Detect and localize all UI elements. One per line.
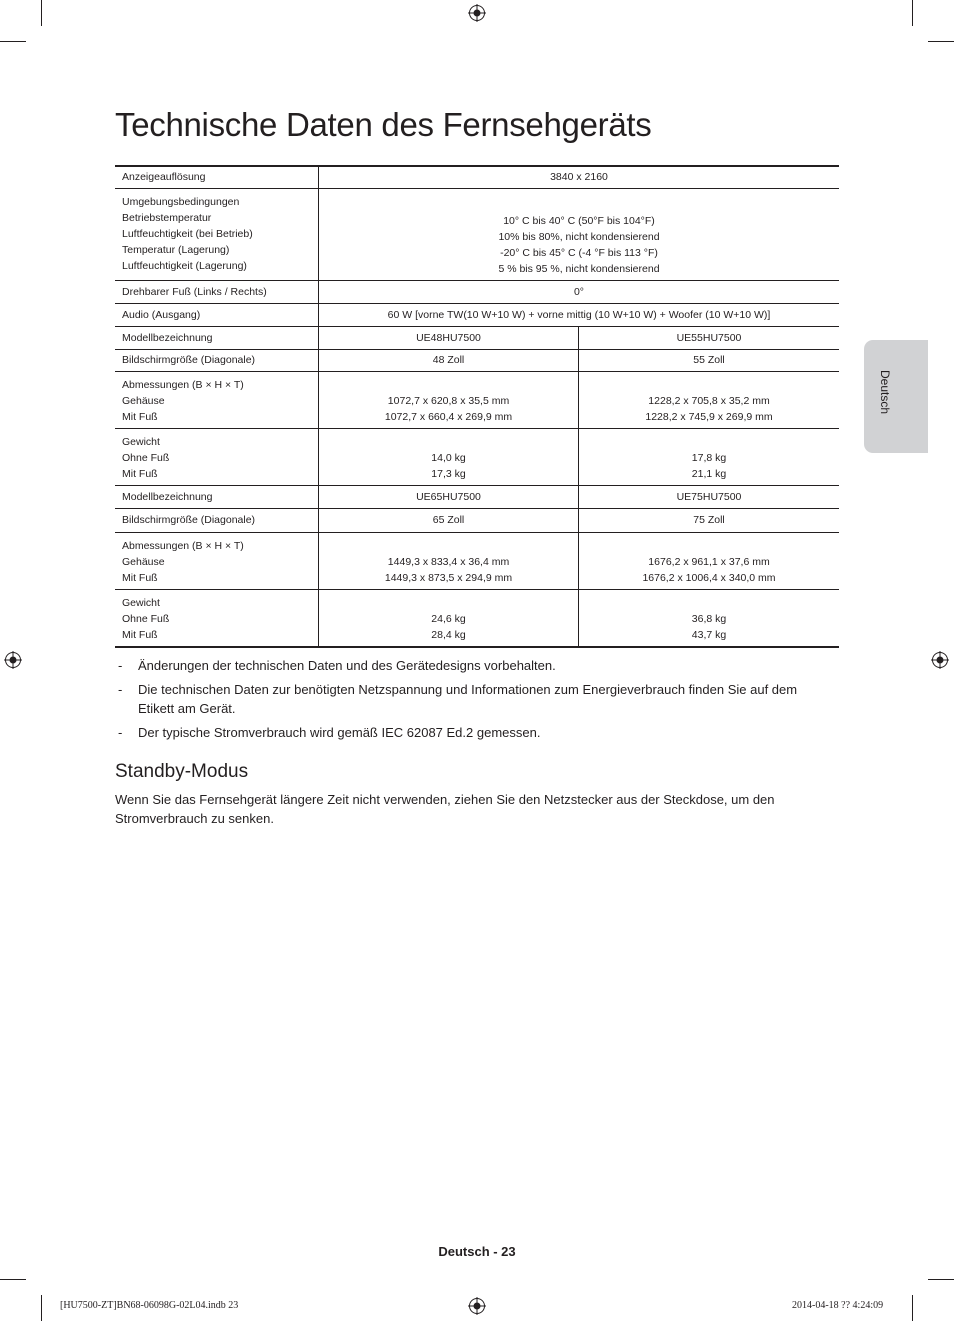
- crop-mark: [912, 1295, 913, 1321]
- crop-mark: [912, 0, 913, 26]
- bullet-dash: -: [118, 658, 123, 673]
- row-label: Modellbezeichnung: [115, 326, 319, 349]
- crop-mark: [928, 41, 954, 42]
- row-value: 14,0 kg 17,3 kg: [319, 428, 579, 485]
- row-label: Umgebungsbedingungen Betriebstemperatur Luftfeuchtigkeit (bei Betrieb) Temperatur (Lagerung) Luftfeuchtigkeit (Lagerung): [115, 188, 319, 280]
- table-row: [115, 485, 839, 508]
- row-value: 24,6 kg 28,4 kg: [319, 589, 579, 647]
- row-value: UE65HU7500: [319, 485, 579, 508]
- row-label: Audio (Ausgang): [115, 303, 319, 326]
- crop-mark: [0, 41, 26, 42]
- section-heading: Standby-Modus: [115, 761, 249, 782]
- row-value: UE75HU7500: [579, 485, 840, 508]
- bullet-dash: -: [118, 682, 123, 697]
- table-row: [115, 349, 839, 371]
- registration-mark-icon: [4, 651, 22, 669]
- row-value: 17,8 kg 21,1 kg: [579, 428, 840, 485]
- list-item: [115, 680, 815, 718]
- notes-list: [115, 656, 815, 747]
- row-value: 1228,2 x 705,8 x 35,2 mm 1228,2 x 745,9 x 269,9 mm: [579, 371, 840, 428]
- print-slug-datetime: 2014-04-18 ?? 4:24:09: [792, 1300, 884, 1311]
- crop-mark: [41, 1295, 42, 1321]
- table-row: [115, 188, 839, 280]
- row-value: 1072,7 x 620,8 x 35,5 mm 1072,7 x 660,4 x 269,9 mm: [319, 371, 579, 428]
- row-value: 1449,3 x 833,4 x 36,4 mm 1449,3 x 873,5 x 294,9 mm: [319, 532, 579, 589]
- row-value: UE55HU7500: [579, 326, 840, 349]
- row-label: Gewicht Ohne Fuß Mit Fuß: [115, 589, 319, 647]
- table-row: [115, 508, 839, 532]
- row-value: 10° C bis 40° C (50°F bis 104°F) 10% bis 80%, nicht kondensierend -20° C bis 45° C (-4 °F bis 113 °F) 5 % bis 95 %, nicht kondensierend: [319, 188, 840, 280]
- list-item: [115, 656, 815, 675]
- row-value: 60 W [vorne TW(10 W+10 W) + vorne mittig (10 W+10 W) + Woofer (10 W+10 W)]: [319, 303, 840, 326]
- table-row: [115, 589, 839, 647]
- list-item: [115, 723, 815, 742]
- crop-mark: [41, 0, 42, 26]
- row-label: Drehbarer Fuß (Links / Rechts): [115, 280, 319, 303]
- row-value: 3840 x 2160: [319, 166, 840, 188]
- language-tab-label: Deutsch: [878, 370, 892, 415]
- crop-mark: [928, 1279, 954, 1280]
- table-row: [115, 428, 839, 485]
- bullet-dash: -: [118, 725, 123, 740]
- section-text: Wenn Sie das Fernsehgerät längere Zeit nicht verwenden, ziehen Sie den Netzstecker aus der Steckdose, um den Stromverbrauch zu senken.: [115, 792, 775, 826]
- row-label: Bildschirmgröße (Diagonale): [115, 508, 319, 532]
- language-tab: [864, 340, 928, 453]
- table-row: [115, 280, 839, 303]
- note-text: Der typische Stromverbrauch wird gemäß IEC 62087 Ed.2 gemessen.: [138, 725, 541, 740]
- table-row: [115, 166, 839, 188]
- table-row: [115, 532, 839, 589]
- row-value: 48 Zoll: [319, 349, 579, 371]
- registration-mark-icon: [468, 4, 486, 22]
- row-value: 36,8 kg 43,7 kg: [579, 589, 840, 647]
- row-label: Gewicht Ohne Fuß Mit Fuß: [115, 428, 319, 485]
- spec-table: [115, 165, 839, 648]
- page-title: Technische Daten des Fernsehgeräts: [115, 106, 652, 143]
- registration-mark-icon: [931, 651, 949, 669]
- row-label: Abmessungen (B × H × T) Gehäuse Mit Fuß: [115, 532, 319, 589]
- row-value: 0°: [319, 280, 840, 303]
- registration-mark-icon: [468, 1297, 486, 1315]
- print-slug-file: [HU7500-ZT]BN68-06098G-02L04.indb 23: [60, 1300, 239, 1311]
- row-value: 1676,2 x 961,1 x 37,6 mm 1676,2 x 1006,4 x 340,0 mm: [579, 532, 840, 589]
- row-label: Modellbezeichnung: [115, 485, 319, 508]
- table-row: [115, 303, 839, 326]
- note-text: Änderungen der technischen Daten und des Gerätedesigns vorbehalten.: [138, 658, 556, 673]
- row-value: 75 Zoll: [579, 508, 840, 532]
- page-number: Deutsch - 23: [438, 1244, 516, 1259]
- row-value: 55 Zoll: [579, 349, 840, 371]
- row-value: UE48HU7500: [319, 326, 579, 349]
- row-label: Abmessungen (B × H × T) Gehäuse Mit Fuß: [115, 371, 319, 428]
- table-row: [115, 371, 839, 428]
- row-label: Bildschirmgröße (Diagonale): [115, 349, 319, 371]
- table-row: [115, 326, 839, 349]
- row-value: 65 Zoll: [319, 508, 579, 532]
- crop-mark: [0, 1279, 26, 1280]
- row-label: Anzeigeauflösung: [115, 166, 319, 188]
- note-text: Die technischen Daten zur benötigten Netzspannung und Informationen zum Energieverbrauch finden Sie auf dem Etikett am Gerät.: [138, 682, 798, 716]
